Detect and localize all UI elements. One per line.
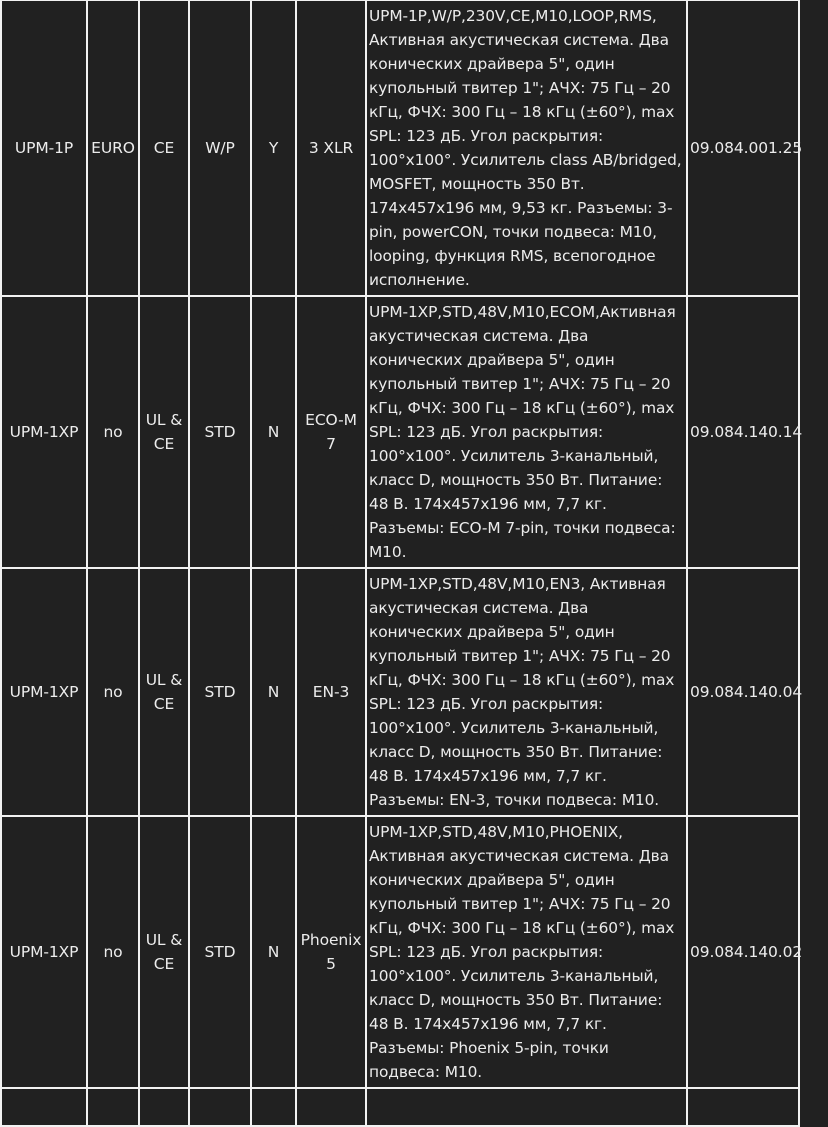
type-cell: STD — [189, 568, 251, 816]
connector-cell: Phoenix 5 — [296, 816, 366, 1088]
model-cell: UPM-1XP — [1, 816, 87, 1088]
part-number-cell: 09.084.140.14 — [687, 296, 799, 568]
description-cell: UPM-1XP,STD,48V,M10,EN3, Активная акустическая система. Два конических драйвера 5", один купольный твитер 1"; АЧХ: 75 Гц – 20 кГц, ФЧХ: 300 Гц – 18 кГц (±60°), max SPL: 123 дБ. Угол раскрытия: 100°x100°. Усилитель 3-канальный, класс D, мощность 350 Вт. Питание: 48 В. 174x457x196 мм, 7,7 кг. Разъемы: EN-3, точки подвеса: M10. — [366, 568, 687, 816]
connector-cell: 3 XLR — [296, 0, 366, 296]
region-cell: no — [87, 296, 139, 568]
description-cell: UPM-1P,W/P,230V,CE,M10,LOOP,RMS, Активная акустическая система. Два конических драйвера 5", один купольный твитер 1"; АЧХ: 75 Гц – 20 кГц, ФЧХ: 300 Гц – 18 кГц (±60°), max SPL: 123 дБ. Угол раскрытия: 100°x100°. Усилитель class AB/bridged, MOSFET, мощность 350 Вт. 174x457x196 мм, 9,53 кг. Разъемы: 3-pin, powerCON, точки подвеса: M10, looping, функция RMS, всепогодное исполнение. — [366, 0, 687, 296]
model-cell: UPM-1XP — [1, 296, 87, 568]
empty-cell — [139, 1088, 189, 1126]
model-cell: UPM-1P — [1, 0, 87, 296]
rms-cell: Y — [251, 0, 296, 296]
certification-cell: UL & CE — [139, 816, 189, 1088]
empty-cell — [366, 1088, 687, 1126]
empty-cell — [687, 1088, 799, 1126]
description-cell: UPM-1XP,STD,48V,M10,PHOENIX, Активная акустическая система. Два конических драйвера 5", один купольный твитер 1"; АЧХ: 75 Гц – 20 кГц, ФЧХ: 300 Гц – 18 кГц (±60°), max SPL: 123 дБ. Угол раскрытия: 100°x100°. Усилитель 3-канальный, класс D, мощность 350 Вт. Питание: 48 В. 174x457x196 мм, 7,7 кг. Разъемы: Phoenix 5-pin, точки подвеса: M10. — [366, 816, 687, 1088]
region-cell: EURO — [87, 0, 139, 296]
empty-cell — [296, 1088, 366, 1126]
empty-cell — [189, 1088, 251, 1126]
region-cell: no — [87, 568, 139, 816]
table-row — [1, 568, 799, 816]
table-row — [1, 0, 799, 296]
region-cell: no — [87, 816, 139, 1088]
connector-cell: ECO-M 7 — [296, 296, 366, 568]
part-number-cell: 09.084.140.04 — [687, 568, 799, 816]
rms-cell: N — [251, 816, 296, 1088]
certification-cell: UL & CE — [139, 568, 189, 816]
certification-cell: UL & CE — [139, 296, 189, 568]
part-number-cell: 09.084.140.02 — [687, 816, 799, 1088]
table-row — [1, 1088, 799, 1126]
table-row — [1, 816, 799, 1088]
type-cell: STD — [189, 816, 251, 1088]
type-cell: W/P — [189, 0, 251, 296]
rms-cell: N — [251, 296, 296, 568]
part-number-cell: 09.084.001.25 — [687, 0, 799, 296]
table-row — [1, 296, 799, 568]
empty-cell — [251, 1088, 296, 1126]
empty-cell — [87, 1088, 139, 1126]
connector-cell: EN-3 — [296, 568, 366, 816]
empty-cell — [1, 1088, 87, 1126]
rms-cell: N — [251, 568, 296, 816]
certification-cell: CE — [139, 0, 189, 296]
type-cell: STD — [189, 296, 251, 568]
model-cell: UPM-1XP — [1, 568, 87, 816]
description-cell: UPM-1XP,STD,48V,M10,ECOM,Активная акустическая система. Два конических драйвера 5", один купольный твитер 1"; АЧХ: 75 Гц – 20 кГц, ФЧХ: 300 Гц – 18 кГц (±60°), max SPL: 123 дБ. Угол раскрытия: 100°x100°. Усилитель 3-канальный, класс D, мощность 350 Вт. Питание: 48 В. 174x457x196 мм, 7,7 кг. Разъемы: ECO-M 7-pin, точки подвеса: M10. — [366, 296, 687, 568]
